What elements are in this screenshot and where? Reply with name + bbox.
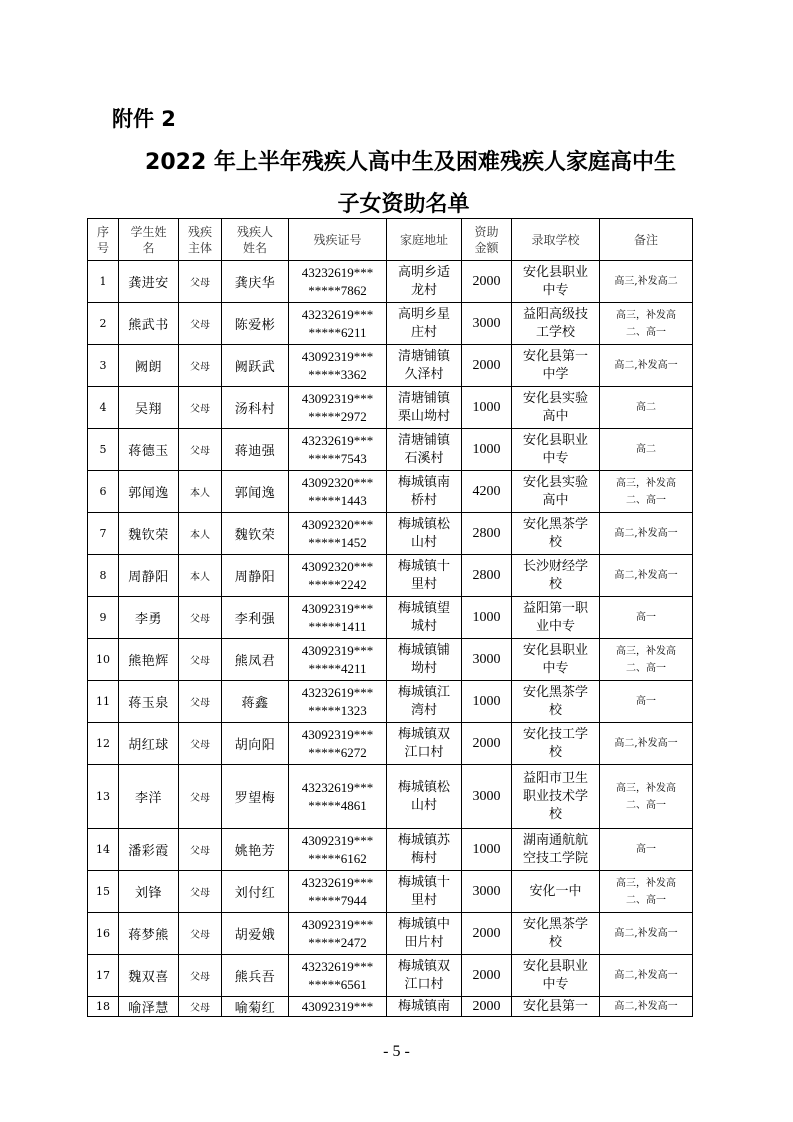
cell-student-name: 喻泽慧: [119, 997, 179, 1017]
cell-student-name: 蒋玉泉: [119, 681, 179, 723]
cell-home-address: 清塘铺镇 久泽村: [387, 345, 462, 387]
table-row: [88, 871, 693, 913]
cell-amount: 2000: [462, 345, 512, 387]
cell-note: 高一: [600, 597, 693, 639]
cell-disabled-subject: 父母: [179, 723, 222, 765]
cell-note: 高二: [600, 387, 693, 429]
cell-home-address: 梅城镇苏 梅村: [387, 829, 462, 871]
cell-note: 高二: [600, 429, 693, 471]
cell-note: 高二,补发高一: [600, 555, 693, 597]
cell-school: 安化县职业 中专: [512, 261, 600, 303]
cell-disabled-person-name: 魏钦荣: [222, 513, 289, 555]
cell-certificate-number: 43232619*** *****6211: [289, 303, 387, 345]
cell-seq: 6: [88, 471, 119, 513]
cell-note: 高二,补发高一: [600, 955, 693, 997]
cell-seq: 1: [88, 261, 119, 303]
cell-seq: 5: [88, 429, 119, 471]
table-row: [88, 429, 693, 471]
cell-student-name: 刘锋: [119, 871, 179, 913]
cell-disabled-subject: 本人: [179, 555, 222, 597]
table-row: [88, 471, 693, 513]
cell-home-address: 梅城镇双 江口村: [387, 955, 462, 997]
cell-certificate-number: 43232619*** *****1323: [289, 681, 387, 723]
cell-seq: 14: [88, 829, 119, 871]
cell-home-address: 梅城镇南: [387, 997, 462, 1017]
cell-seq: 17: [88, 955, 119, 997]
cell-seq: 11: [88, 681, 119, 723]
document-title: 2022 年上半年残疾人高中生及困难残疾人家庭高中生: [145, 150, 676, 175]
cell-disabled-person-name: 喻菊红: [222, 997, 289, 1017]
cell-amount: 4200: [462, 471, 512, 513]
cell-student-name: 魏钦荣: [119, 513, 179, 555]
cell-disabled-person-name: 陈爱彬: [222, 303, 289, 345]
cell-seq: 10: [88, 639, 119, 681]
table-row: [88, 639, 693, 681]
cell-disabled-subject: 父母: [179, 871, 222, 913]
cell-certificate-number: 43092320*** *****1443: [289, 471, 387, 513]
cell-amount: 3000: [462, 639, 512, 681]
subsidy-table: [87, 218, 693, 1017]
table-row: [88, 387, 693, 429]
cell-disabled-subject: 父母: [179, 997, 222, 1017]
cell-school: 安化黑茶学 校: [512, 913, 600, 955]
cell-seq: 7: [88, 513, 119, 555]
cell-amount: 1000: [462, 429, 512, 471]
table-row: [88, 829, 693, 871]
cell-seq: 2: [88, 303, 119, 345]
cell-amount: 3000: [462, 303, 512, 345]
cell-student-name: 胡红球: [119, 723, 179, 765]
cell-home-address: 清塘铺镇 栗山坳村: [387, 387, 462, 429]
cell-note: 高二,补发高一: [600, 513, 693, 555]
cell-school: 益阳第一职 业中专: [512, 597, 600, 639]
cell-student-name: 李洋: [119, 765, 179, 829]
cell-seq: 16: [88, 913, 119, 955]
cell-disabled-subject: 父母: [179, 429, 222, 471]
cell-amount: 2000: [462, 913, 512, 955]
cell-home-address: 梅城镇十 里村: [387, 555, 462, 597]
cell-certificate-number: 43092319*** *****4211: [289, 639, 387, 681]
cell-amount: 3000: [462, 765, 512, 829]
table-row: [88, 723, 693, 765]
cell-disabled-subject: 父母: [179, 913, 222, 955]
cell-school: 安化县职业 中专: [512, 955, 600, 997]
cell-disabled-subject: 父母: [179, 345, 222, 387]
cell-home-address: 梅城镇望 城村: [387, 597, 462, 639]
table-row: [88, 345, 693, 387]
cell-school: 长沙财经学 校: [512, 555, 600, 597]
table-header-row: [88, 219, 693, 261]
cell-student-name: 阙朗: [119, 345, 179, 387]
cell-note: 高二,补发高一: [600, 913, 693, 955]
cell-school: 安化黑茶学 校: [512, 681, 600, 723]
cell-disabled-subject: 本人: [179, 471, 222, 513]
table-row: [88, 913, 693, 955]
cell-note: 高一: [600, 829, 693, 871]
cell-note: 高三,补发高二: [600, 261, 693, 303]
cell-home-address: 梅城镇双 江口村: [387, 723, 462, 765]
cell-disabled-subject: 父母: [179, 261, 222, 303]
cell-note: 高三，补发高 二、高一: [600, 871, 693, 913]
cell-home-address: 梅城镇松 山村: [387, 513, 462, 555]
cell-disabled-person-name: 姚艳芳: [222, 829, 289, 871]
cell-note: 高二,补发高一: [600, 345, 693, 387]
cell-disabled-person-name: 熊凤君: [222, 639, 289, 681]
cell-home-address: 高明乡星 庄村: [387, 303, 462, 345]
header-note: 备注: [600, 219, 693, 261]
cell-disabled-subject: 父母: [179, 597, 222, 639]
cell-home-address: 梅城镇中 田片村: [387, 913, 462, 955]
cell-certificate-number: 43092320*** *****2242: [289, 555, 387, 597]
cell-school: 安化县第一: [512, 997, 600, 1017]
cell-student-name: 李勇: [119, 597, 179, 639]
cell-seq: 18: [88, 997, 119, 1017]
cell-disabled-person-name: 阙跃武: [222, 345, 289, 387]
table-row: [88, 997, 693, 1017]
table-row: [88, 765, 693, 829]
header-disabled-person-name: 残疾人 姓名: [222, 219, 289, 261]
cell-certificate-number: 43092319***: [289, 997, 387, 1017]
cell-amount: 2000: [462, 955, 512, 997]
table-row: [88, 681, 693, 723]
header-seq: 序 号: [88, 219, 119, 261]
cell-note: 高三，补发高 二、高一: [600, 639, 693, 681]
cell-student-name: 吴翔: [119, 387, 179, 429]
cell-certificate-number: 43092319*** *****3362: [289, 345, 387, 387]
cell-amount: 1000: [462, 681, 512, 723]
cell-disabled-person-name: 刘付红: [222, 871, 289, 913]
cell-amount: 2000: [462, 997, 512, 1017]
table-row: [88, 955, 693, 997]
header-student-name: 学生姓 名: [119, 219, 179, 261]
cell-certificate-number: 43092319*** *****6272: [289, 723, 387, 765]
cell-amount: 1000: [462, 597, 512, 639]
cell-disabled-subject: 父母: [179, 387, 222, 429]
document-subtitle: 子女资助名单: [337, 192, 470, 217]
cell-amount: 3000: [462, 871, 512, 913]
attachment-label: 附件 2: [112, 107, 176, 131]
cell-amount: 2000: [462, 261, 512, 303]
cell-disabled-person-name: 周静阳: [222, 555, 289, 597]
cell-seq: 12: [88, 723, 119, 765]
cell-home-address: 梅城镇江 湾村: [387, 681, 462, 723]
cell-disabled-person-name: 蒋迪强: [222, 429, 289, 471]
table-row: [88, 555, 693, 597]
cell-seq: 13: [88, 765, 119, 829]
cell-seq: 15: [88, 871, 119, 913]
cell-certificate-number: 43092320*** *****1452: [289, 513, 387, 555]
cell-certificate-number: 43232619*** *****6561: [289, 955, 387, 997]
cell-disabled-person-name: 龚庆华: [222, 261, 289, 303]
cell-school: 湖南通航航 空技工学院: [512, 829, 600, 871]
cell-student-name: 魏双喜: [119, 955, 179, 997]
cell-student-name: 熊武书: [119, 303, 179, 345]
table-row: [88, 513, 693, 555]
cell-disabled-subject: 父母: [179, 303, 222, 345]
cell-disabled-person-name: 李利强: [222, 597, 289, 639]
cell-seq: 8: [88, 555, 119, 597]
cell-school: 安化县实验 高中: [512, 387, 600, 429]
cell-home-address: 清塘铺镇 石溪村: [387, 429, 462, 471]
cell-seq: 9: [88, 597, 119, 639]
cell-home-address: 梅城镇十 里村: [387, 871, 462, 913]
cell-note: 高三，补发高 二、高一: [600, 765, 693, 829]
page-number: - 5 -: [383, 1043, 410, 1060]
cell-amount: 1000: [462, 387, 512, 429]
cell-disabled-subject: 父母: [179, 681, 222, 723]
cell-student-name: 蒋梦熊: [119, 913, 179, 955]
cell-school: 安化县职业 中专: [512, 429, 600, 471]
cell-certificate-number: 43092319*** *****2972: [289, 387, 387, 429]
cell-home-address: 梅城镇松 山村: [387, 765, 462, 829]
cell-amount: 2000: [462, 723, 512, 765]
cell-student-name: 潘彩霞: [119, 829, 179, 871]
cell-note: 高三，补发高 二、高一: [600, 471, 693, 513]
cell-disabled-person-name: 胡向阳: [222, 723, 289, 765]
cell-disabled-subject: 父母: [179, 829, 222, 871]
cell-home-address: 梅城镇铺 坳村: [387, 639, 462, 681]
cell-school: 安化县第一 中学: [512, 345, 600, 387]
cell-certificate-number: 43232619*** *****7543: [289, 429, 387, 471]
cell-student-name: 周静阳: [119, 555, 179, 597]
header-home-address: 家庭地址: [387, 219, 462, 261]
cell-home-address: 梅城镇南 桥村: [387, 471, 462, 513]
cell-school: 益阳高级技 工学校: [512, 303, 600, 345]
cell-note: 高三，补发高 二、高一: [600, 303, 693, 345]
cell-school: 安化一中: [512, 871, 600, 913]
cell-school: 安化技工学 校: [512, 723, 600, 765]
header-amount: 资助 金额: [462, 219, 512, 261]
cell-school: 安化县职业 中专: [512, 639, 600, 681]
cell-disabled-person-name: 郭闻逸: [222, 471, 289, 513]
cell-amount: 2800: [462, 513, 512, 555]
cell-amount: 2800: [462, 555, 512, 597]
cell-disabled-person-name: 蒋鑫: [222, 681, 289, 723]
table-row: [88, 261, 693, 303]
cell-school: 安化黑茶学 校: [512, 513, 600, 555]
cell-note: 高二,补发高一: [600, 997, 693, 1017]
cell-disabled-subject: 父母: [179, 955, 222, 997]
cell-disabled-subject: 父母: [179, 639, 222, 681]
table-row: [88, 303, 693, 345]
cell-note: 高二,补发高一: [600, 723, 693, 765]
header-disabled-subject: 残疾 主体: [179, 219, 222, 261]
cell-certificate-number: 43092319*** *****6162: [289, 829, 387, 871]
cell-student-name: 龚进安: [119, 261, 179, 303]
cell-disabled-subject: 父母: [179, 765, 222, 829]
cell-disabled-person-name: 汤科村: [222, 387, 289, 429]
cell-school: 安化县实验 高中: [512, 471, 600, 513]
header-school: 录取学校: [512, 219, 600, 261]
table-row: [88, 597, 693, 639]
cell-disabled-person-name: 熊兵吾: [222, 955, 289, 997]
cell-student-name: 熊艳辉: [119, 639, 179, 681]
cell-seq: 4: [88, 387, 119, 429]
cell-school: 益阳市卫生 职业技术学 校: [512, 765, 600, 829]
cell-amount: 1000: [462, 829, 512, 871]
cell-student-name: 郭闻逸: [119, 471, 179, 513]
cell-disabled-person-name: 胡爱娥: [222, 913, 289, 955]
cell-note: 高一: [600, 681, 693, 723]
cell-home-address: 高明乡适 龙村: [387, 261, 462, 303]
cell-certificate-number: 43092319*** *****2472: [289, 913, 387, 955]
cell-certificate-number: 43092319*** *****1411: [289, 597, 387, 639]
cell-disabled-person-name: 罗望梅: [222, 765, 289, 829]
cell-disabled-subject: 本人: [179, 513, 222, 555]
header-certificate-number: 残疾证号: [289, 219, 387, 261]
cell-certificate-number: 43232619*** *****7862: [289, 261, 387, 303]
cell-certificate-number: 43232619*** *****4861: [289, 765, 387, 829]
cell-certificate-number: 43232619*** *****7944: [289, 871, 387, 913]
cell-student-name: 蒋德玉: [119, 429, 179, 471]
cell-seq: 3: [88, 345, 119, 387]
